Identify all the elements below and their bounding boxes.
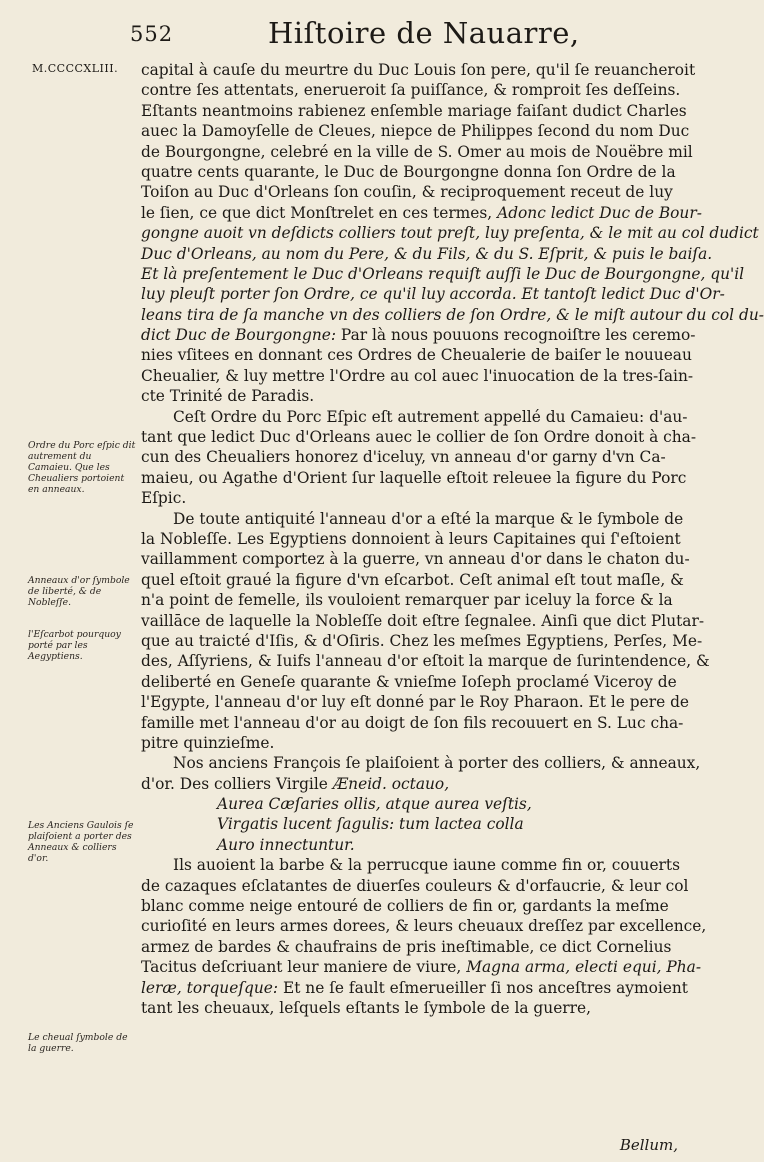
text-line [141,203,702,223]
text-run: auec la Damoyſelle de Cleues, niepce de Philippes ſecond du nom Duc [141,122,690,141]
text-line [141,101,687,121]
text-run: vaillamment comportez à la guerre, vn anneau d'or dans le chaton du- [141,550,690,569]
text-line [141,651,710,671]
text-line [141,713,684,733]
text-line [141,998,681,1018]
text-line [141,549,690,569]
text-line [141,162,681,182]
margin-year: M.CCCCXLIII. [32,62,119,75]
margin-note: Ordre du Porc eſpic dit autrement du Camaieu. Que les Cheualiers portoient en anneaux. [28,440,136,495]
text-run: blanc comme neige entouré de colliers de fin or, gardants la meſme [141,897,669,916]
running-title: Hiſtoire de Nauarre, [268,16,580,50]
text-run: l'Egypte, l'anneau d'or luy eſt donné par le Roy Pharaon. Et le pere de [141,693,690,712]
text-line [141,244,713,264]
text-line [141,182,681,202]
running-header [0,12,700,56]
text-run: De toute antiquité l'anneau d'or a eſté la marque & le ſymbole de [173,509,684,528]
text-run: contre ſes attentats, enerueroit ſa puiſſance, & romproit ſes deſſeins. [141,81,681,100]
text-line [141,570,684,590]
text-run: quel eſtoit graué la figure d'vn eſcarbot. Ceſt animal eſt tout maſle, & [141,570,684,589]
text-run: le ſien, ce que dict Monſtrelet en ces termes, [141,203,493,222]
italic-run: Æneid. octauo, [332,774,450,793]
text-line [141,366,694,386]
text-run: cun des Cheualiers honorez d'iceluy, vn anneau d'or garny d'vn Ca- [141,448,666,467]
text-line [141,957,702,977]
text-run: Toiſon au Duc d'Orleans ſon couſin, & reciproquement receut de luy [141,183,673,202]
italic-run: dict Duc de Bourgongne: [141,326,337,345]
text-line [141,468,687,488]
text-run: Nos anciens François ſe plaiſoient à porter des colliers, & anneaux, [173,754,701,773]
text-run: nies vſitees en donnant ces Ordres de Cheualerie de baiſer le nouueau [141,346,692,365]
text-line [141,80,681,100]
text-line [141,896,681,916]
text-line [141,916,707,936]
text-run: curioſité en leurs armes dorees, & leurs cheuaux dreſſez par excellence, [141,917,707,936]
text-run: cte Trinité de Paradis. [141,387,315,406]
text-line [141,611,705,631]
text-run: capital à cauſe du meurtre du Duc Louis ſon pere, qu'il ſe reuancheroit [141,61,696,79]
text-line [141,284,725,304]
text-line [141,447,681,467]
text-run: la Nobleſſe. Les Egyptiens donnoient à leurs Capitaines qui ſ'eſtoient [141,529,681,548]
text-line [141,407,688,427]
text-run: Tacitus deſcriuant leur maniere de viure, [141,958,462,977]
text-line [141,386,681,406]
text-run: Auro innectuntur. [217,835,355,854]
italic-run: leans tira de ſa manche vn des colliers de ſon Ordre, & le miſt autour du col du- [141,305,764,324]
text-run: maieu, ou Agathe d'Orient ſur laquelle eſtoit releuee la figure du Porc [141,468,687,487]
text-line [141,305,764,325]
text-run: deliberté en Geneſe quarante & vnieſme Ioſeph proclamé Viceroy de [141,672,677,691]
italic-run: Magna arma, electi equi, Pha- [466,958,702,977]
margin-note: Le cheual ſymbole de la guerre. [28,1032,128,1054]
text-run: pitre quinzieſme. [141,733,275,752]
text-line [141,692,690,712]
text-run: famille met l'anneau d'or au doigt de ſon fils recouuert en S. Luc cha- [141,713,684,732]
text-run: que au traicté d'Iſis, & d'Oſiris. Chez les meſmes Egyptiens, Perſes, Me- [141,631,703,650]
text-run: Eſtants neantmoins rabienez enſemble mariage faiſant dudict Charles [141,101,687,120]
text-line [141,937,681,957]
text-run: Aurea Cæſaries ollis, atque aurea veſtis, [217,795,532,814]
text-run: Virgatis lucent ſagulis: tum lactea colla [217,815,524,834]
text-run: Cheualier, & luy mettre l'Ordre au col auec l'inuocation de la tres-ſain- [141,366,694,385]
catchword: Bellum, [619,1136,678,1154]
text-line [141,978,688,998]
text-line [141,855,681,875]
text-line [141,814,681,834]
text-run: Ceſt Ordre du Porc Eſpic eſt autrement appellé du Camaieu: d'au- [173,407,688,426]
italic-run: gongne auoit vn deſdicts colliers tout preſt, luy preſenta, & le mit au col dudict [141,224,759,243]
text-run: d'or. Des colliers Virgile [141,774,328,793]
text-line [141,325,696,345]
text-line [141,835,681,855]
text-line [141,753,701,773]
italic-run: leræ, torqueſque: [141,978,279,997]
text-run: Et ne ſe fault eſmerueiller ſi nos anceſtres aymoient [278,978,688,997]
text-line [141,223,759,243]
text-run: quatre cents quarante, le Duc de Bourgongne donna ſon Ordre de la [141,162,676,181]
text-run: de Bourgongne, celebré en la ville de S. Omer au mois de Nouëbre mil [141,142,693,161]
margin-note: Les Anciens Gaulois ſe plaiſoient a porter des Anneaux & colliers d'or. [28,820,134,864]
text-line [141,427,697,447]
text-line [141,488,681,508]
text-run: tant les cheuaux, leſquels eſtants le ſymbole de la guerre, [141,998,592,1017]
italic-run: Adonc ledict Duc de Bour- [497,203,702,222]
body-text [141,60,764,1018]
text-run: de cazaques eſclatantes de diuerſes couleurs & d'orfaucrie, & leur col [141,876,689,895]
text-line [141,529,681,549]
text-line [141,121,690,141]
text-line [141,733,681,753]
text-run: vaillāce de laquelle la Nobleſſe doit eſtre ſegnalee. Ainſi que dict Plutar- [141,611,705,630]
text-line [141,142,693,162]
text-line [141,672,681,692]
text-run: n'a point de femelle, ils vouloient remarquer par iceluy la force & la [141,591,673,610]
margin-note: Anneaux d'or ſymbole de liberté, & de Nobleſſe. [28,575,130,608]
text-run: Eſpic. [141,489,187,508]
text-run: Ils auoient la barbe & la perrucque iaune comme fin or, couuerts [173,856,680,875]
text-line [141,345,692,365]
margin-note: l'Eſcarbot pourquoy porté par les Aegyptiens. [28,629,121,662]
italic-run: Et là preſentement le Duc d'Orleans requiſt auſſi le Duc de Bourgongne, qu'il [141,264,745,283]
text-run: armez de bardes & chaufrains de pris ineſtimable, ce dict Cornelius [141,937,672,956]
text-run: tant que ledict Duc d'Orleans auec le collier de ſon Ordre donoit à cha- [141,428,697,447]
text-line [141,794,681,814]
text-line [141,60,696,80]
text-line [141,590,681,610]
italic-run: luy pleuſt porter ſon Ordre, ce qu'il luy accorda. Et tantoſt ledict Duc d'Or- [141,285,725,304]
page-number: 552 [130,22,174,46]
text-line [141,509,684,529]
text-run: des, Aſſyriens, & Iuifs l'anneau d'or eſtoit la marque de ſurintendence, & [141,652,710,671]
text-line [141,876,689,896]
text-line [141,264,745,284]
text-run: Par là nous pouuons recognoiſtre les ceremo- [336,326,696,345]
text-line [141,774,681,794]
text-line [141,631,703,651]
italic-run: Duc d'Orleans, au nom du Pere, & du Fils, & du S. Eſprit, & puis le baiſa. [141,244,713,263]
